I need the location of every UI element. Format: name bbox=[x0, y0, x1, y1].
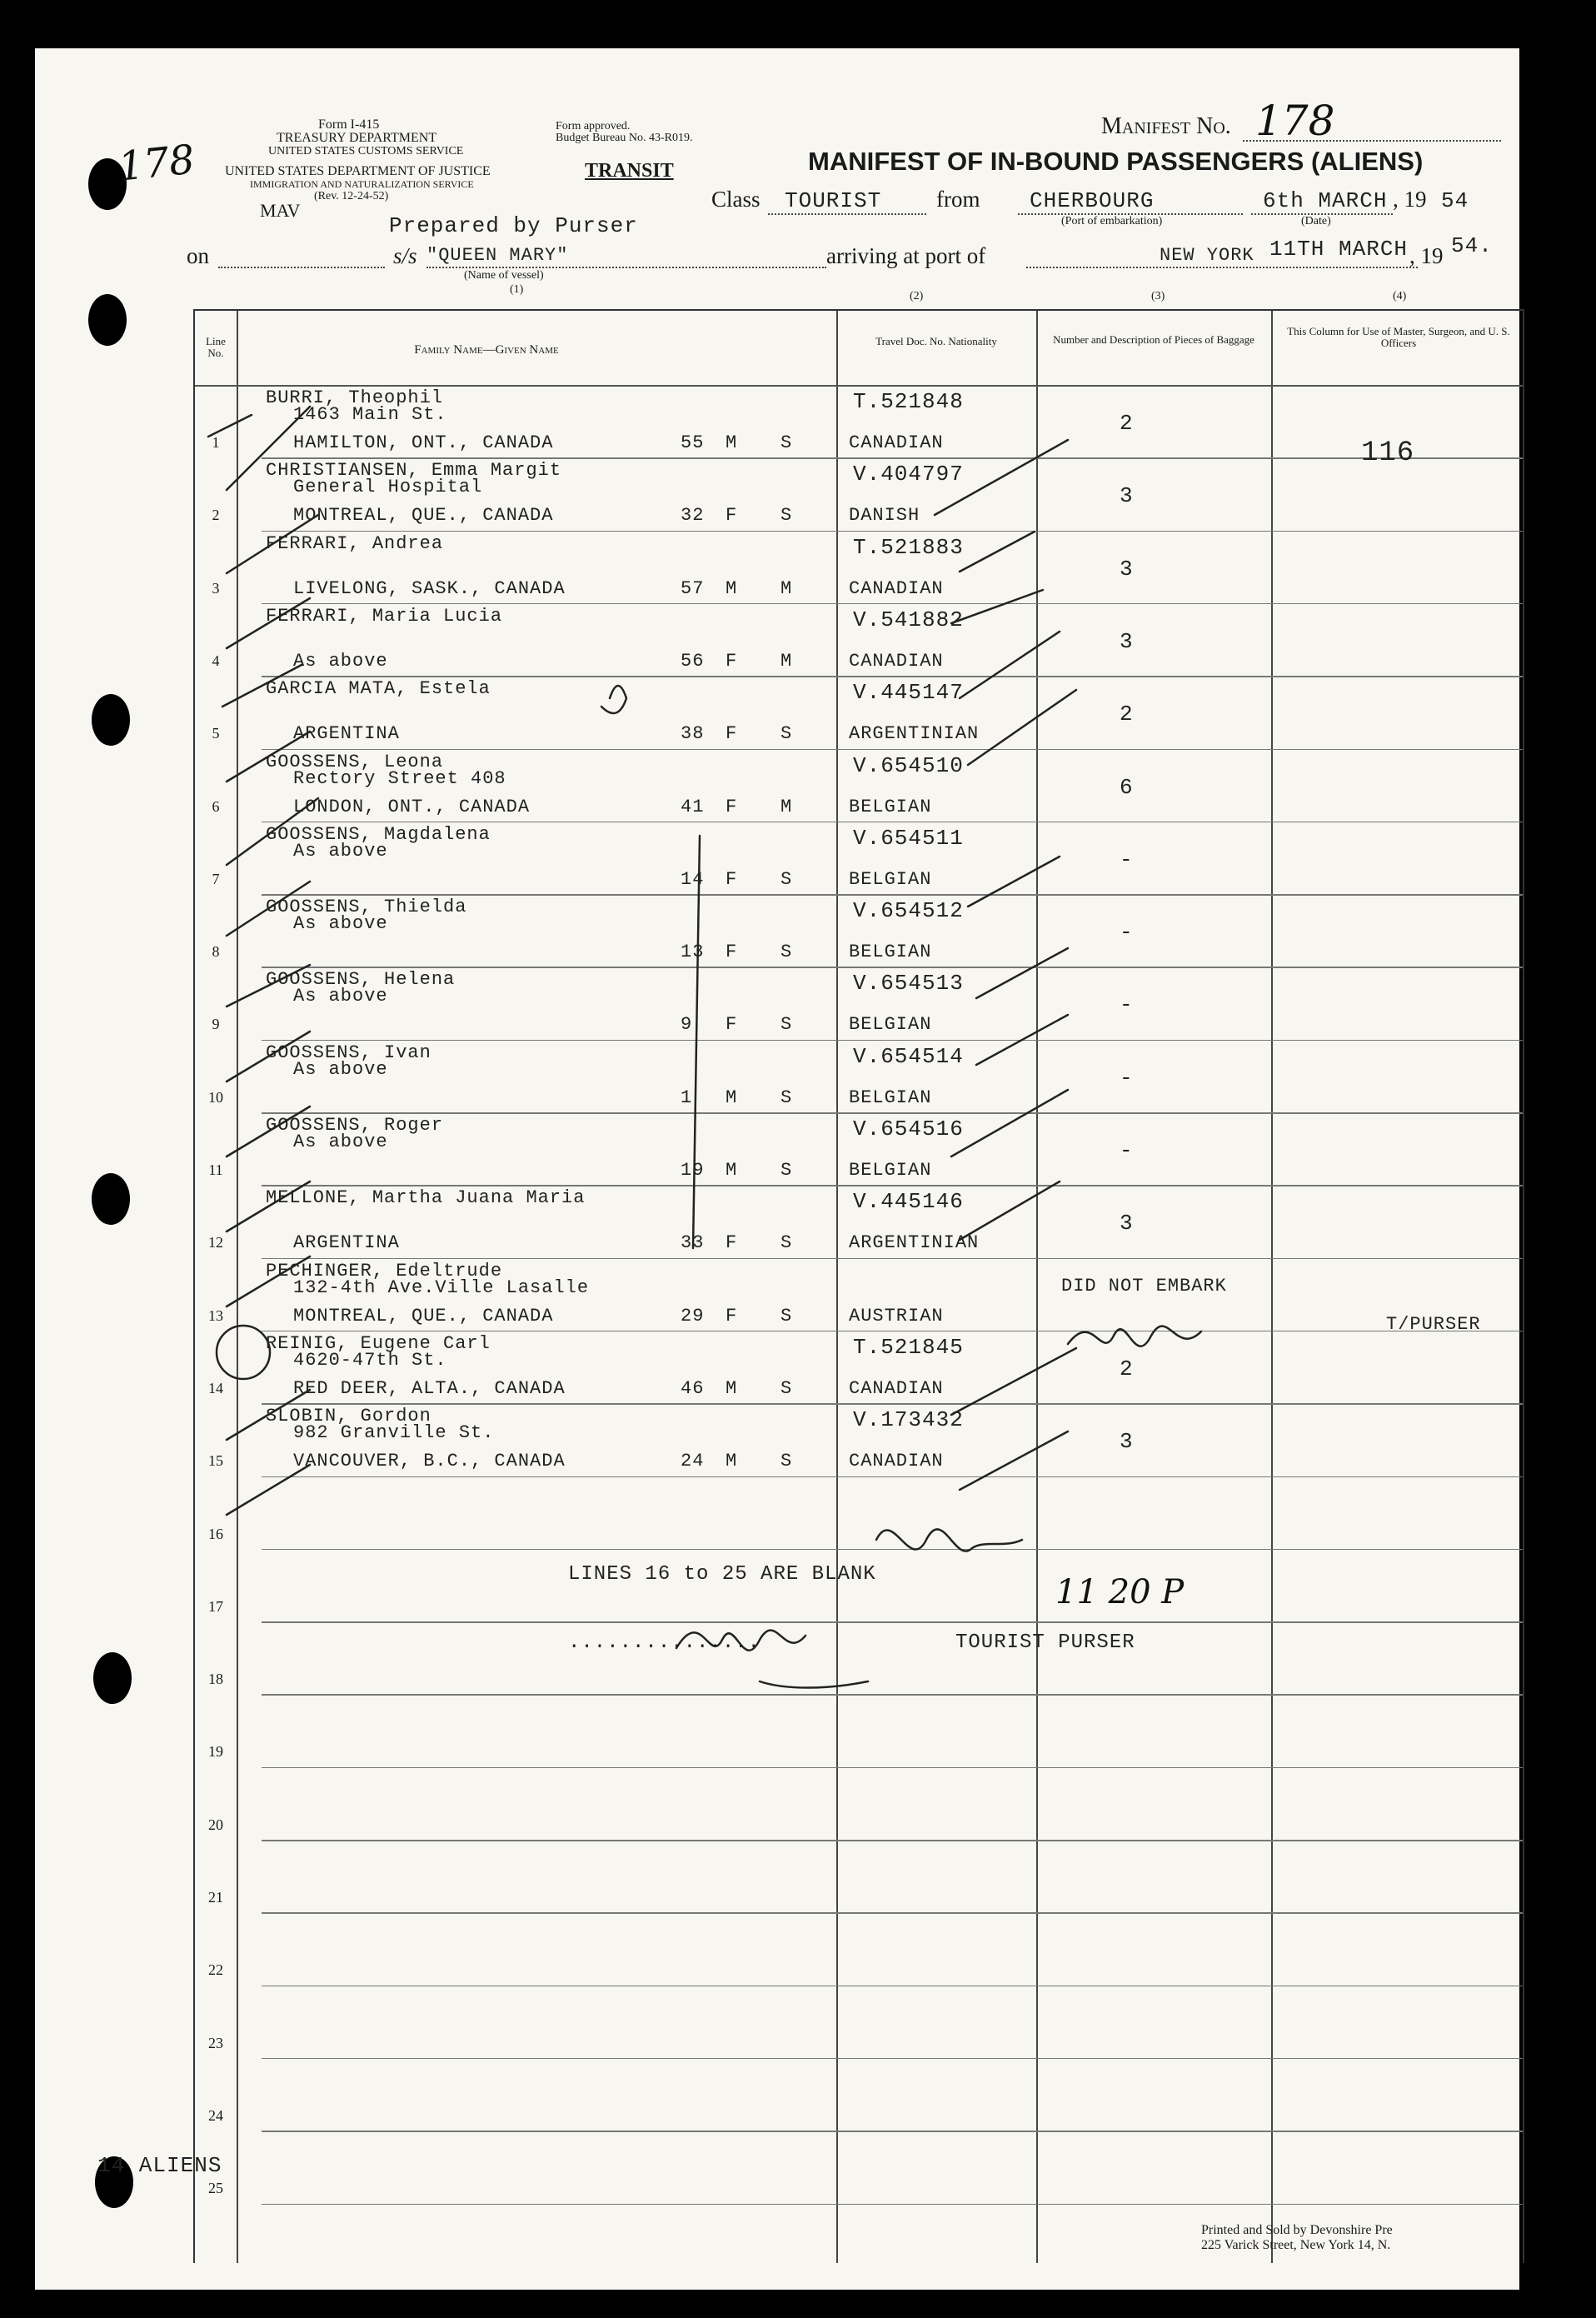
line-number: 14 bbox=[208, 1379, 223, 1396]
passenger-address: 132-4th Ave.Ville Lasalle bbox=[293, 1276, 590, 1298]
date-caption: (Date) bbox=[1301, 215, 1331, 227]
col-caption-1: (1) bbox=[510, 283, 524, 296]
line-number: 6 bbox=[212, 797, 220, 815]
passenger-marital-status: S bbox=[781, 942, 793, 963]
passenger-sex: F bbox=[726, 1232, 738, 1254]
baggage-count: 2 bbox=[1120, 1356, 1134, 1381]
line-number: 22 bbox=[208, 1961, 223, 1979]
passenger-marital-status: S bbox=[781, 1451, 793, 1472]
nationality: DANISH bbox=[849, 505, 920, 527]
passenger-sex: M bbox=[726, 432, 738, 453]
line-number: 16 bbox=[208, 1525, 223, 1542]
nationality: AUSTRIAN bbox=[849, 1305, 944, 1326]
travel-doc-number: T.521883 bbox=[853, 534, 964, 560]
passenger-sex: F bbox=[726, 796, 738, 817]
passenger-address: General Hospital bbox=[293, 477, 483, 498]
passenger-sex: M bbox=[726, 1377, 738, 1399]
passenger-age: 24 bbox=[681, 1451, 705, 1472]
passenger-age: 55 bbox=[681, 432, 705, 453]
passenger-marital-status: M bbox=[781, 650, 793, 672]
travel-doc-number: V.445146 bbox=[853, 1189, 964, 1215]
passenger-name: MELLONE, Martha Juana Maria bbox=[266, 1187, 586, 1209]
line-number: 25 bbox=[208, 2180, 223, 2197]
baggage-count: 3 bbox=[1120, 483, 1134, 509]
printer-line-2: 225 Varick Street, New York 14, N. bbox=[1201, 2238, 1391, 2252]
arrival-port: NEW YORK bbox=[1160, 245, 1254, 266]
nationality: CANADIAN bbox=[849, 432, 944, 453]
baggage-count: 2 bbox=[1120, 411, 1134, 436]
line-number: 23 bbox=[208, 2034, 223, 2051]
form-approved: Form approved. bbox=[556, 120, 631, 132]
passenger-age: 38 bbox=[681, 723, 705, 745]
passenger-age: 33 bbox=[681, 1232, 705, 1254]
passenger-name: PECHINGER, Edeltrude bbox=[266, 1260, 503, 1281]
passenger-city: ARGENTINA bbox=[293, 723, 400, 745]
passenger-name: GOOSSENS, Leona bbox=[266, 751, 444, 772]
passenger-marital-status: S bbox=[781, 1160, 793, 1181]
passenger-name: GOOSSENS, Ivan bbox=[266, 1042, 431, 1063]
line-number: 24 bbox=[208, 2106, 223, 2124]
col-head-officers: This Column for Use of Master, Surgeon, and U. S. Officers bbox=[1287, 325, 1510, 349]
passenger-city: As above bbox=[293, 650, 388, 672]
col-caption-4: (4) bbox=[1393, 290, 1407, 302]
travel-doc-number: T.521848 bbox=[853, 389, 964, 414]
passenger-marital-status: M bbox=[781, 796, 793, 817]
passenger-name: REINIG, Eugene Carl bbox=[266, 1332, 491, 1354]
manifest-page bbox=[35, 48, 1519, 2290]
year1-prefix: , 19 bbox=[1393, 187, 1427, 212]
dept-treasury: TREASURY DEPARTMENT bbox=[277, 131, 437, 145]
passenger-marital-status: S bbox=[781, 1087, 793, 1108]
passenger-name: GOOSSENS, Helena bbox=[266, 969, 456, 991]
vessel-name: "QUEEN MARY" bbox=[426, 245, 569, 266]
line-number: 10 bbox=[208, 1088, 223, 1106]
nationality: BELGIAN bbox=[849, 796, 932, 817]
travel-doc-number: T.521845 bbox=[853, 1334, 964, 1360]
class-label: Class bbox=[711, 187, 761, 212]
passenger-address: As above bbox=[293, 986, 388, 1007]
passenger-sex: F bbox=[726, 1014, 738, 1036]
passenger-name: BURRI, Theophil bbox=[266, 387, 444, 408]
line-number: 12 bbox=[208, 1234, 223, 1251]
passenger-name: FERRARI, Maria Lucia bbox=[266, 605, 503, 627]
line-number: 2 bbox=[212, 507, 220, 524]
travel-doc-number: V.654516 bbox=[853, 1117, 964, 1142]
passenger-marital-status: S bbox=[781, 1377, 793, 1399]
baggage-count: 3 bbox=[1120, 1211, 1134, 1236]
passenger-marital-status: S bbox=[781, 1305, 793, 1326]
passenger-address: 982 Granville St. bbox=[293, 1422, 495, 1444]
baggage-count: 3 bbox=[1120, 1429, 1134, 1455]
travel-doc-number: V.654514 bbox=[853, 1043, 964, 1069]
passenger-age: 14 bbox=[681, 868, 705, 890]
officer-note: T/PURSER bbox=[1386, 1313, 1481, 1335]
blank-lines-note: LINES 16 to 25 ARE BLANK bbox=[568, 1563, 876, 1586]
line-number: 17 bbox=[208, 1597, 223, 1615]
passenger-marital-status: S bbox=[781, 432, 793, 453]
passenger-address: As above bbox=[293, 913, 388, 935]
passenger-name: GOOSSENS, Thielda bbox=[266, 897, 467, 918]
line-number: 8 bbox=[212, 943, 220, 961]
nationality: CANADIAN bbox=[849, 650, 944, 672]
manifest-no-label: Manifest No. bbox=[1101, 113, 1231, 139]
nationality: CANADIAN bbox=[849, 1377, 944, 1399]
passenger-age: 46 bbox=[681, 1377, 705, 1399]
baggage-count: - bbox=[1120, 920, 1134, 946]
passenger-city: MONTREAL, QUE., CANADA bbox=[293, 1305, 554, 1326]
travel-doc-number: V.654513 bbox=[853, 971, 964, 997]
tourist-purser-label: TOURIST PURSER bbox=[955, 1631, 1135, 1654]
printer-line-1: Printed and Sold by Devonshire Pre bbox=[1201, 2223, 1393, 2237]
passenger-sex: M bbox=[726, 577, 738, 599]
line-number: 18 bbox=[208, 1671, 223, 1688]
line-number: 3 bbox=[212, 579, 220, 597]
passenger-sex: F bbox=[726, 1305, 738, 1326]
line-number: 21 bbox=[208, 1889, 223, 1906]
passenger-address: 1463 Main St. bbox=[293, 404, 447, 425]
col-head-doc: Travel Doc. No. Nationality bbox=[875, 335, 997, 347]
travel-doc-number: V.654512 bbox=[853, 898, 964, 924]
form-revision: (Rev. 12-24-52) bbox=[314, 190, 389, 202]
handwriting-overlay bbox=[35, 48, 1519, 2290]
passenger-marital-status: S bbox=[781, 868, 793, 890]
nationality: BELGIAN bbox=[849, 868, 932, 890]
col-head-baggage: Number and Description of Pieces of Baggage bbox=[1053, 333, 1254, 346]
travel-doc-number: V.654511 bbox=[853, 825, 964, 851]
officer-note: 116 bbox=[1361, 437, 1415, 469]
travel-doc-number: V.541882 bbox=[853, 607, 964, 632]
year2-prefix: , 19 bbox=[1409, 243, 1444, 268]
line-number: 9 bbox=[212, 1016, 220, 1033]
passenger-name: GOOSSENS, Magdalena bbox=[266, 823, 491, 845]
baggage-count: 6 bbox=[1120, 774, 1134, 800]
col-head-name: Family Name—Given Name bbox=[414, 343, 559, 357]
dept-customs: UNITED STATES CUSTOMS SERVICE bbox=[268, 145, 464, 157]
passenger-name: CHRISTIANSEN, Emma Margit bbox=[266, 460, 562, 482]
line-number: 20 bbox=[208, 1816, 223, 1833]
passenger-address: Rectory Street 408 bbox=[293, 767, 506, 789]
arrival-date: 11TH MARCH bbox=[1269, 237, 1409, 262]
passenger-name: GOOSSENS, Roger bbox=[266, 1115, 444, 1136]
line-number: 4 bbox=[212, 652, 220, 669]
passenger-sex: M bbox=[726, 1451, 738, 1472]
passenger-city: HAMILTON, ONT., CANADA bbox=[293, 432, 554, 453]
passenger-sex: M bbox=[726, 1160, 738, 1181]
passenger-age: 29 bbox=[681, 1305, 705, 1326]
aliens-total: 14 ALIENS bbox=[97, 2153, 222, 2178]
travel-doc-number: V.445147 bbox=[853, 680, 964, 706]
passenger-age: 32 bbox=[681, 505, 705, 527]
passenger-address: As above bbox=[293, 1058, 388, 1080]
travel-doc-number: V.654510 bbox=[853, 752, 964, 778]
from-value: CHERBOURG bbox=[1030, 188, 1155, 213]
passenger-address: 4620-47th St. bbox=[293, 1349, 447, 1371]
passenger-name: FERRARI, Andrea bbox=[266, 532, 444, 554]
nationality: CANADIAN bbox=[849, 1451, 944, 1472]
line-number: 5 bbox=[212, 725, 220, 742]
baggage-count: 3 bbox=[1120, 628, 1134, 654]
dept-justice: UNITED STATES DEPARTMENT OF JUSTICE bbox=[225, 164, 491, 178]
passenger-name: GARCIA MATA, Estela bbox=[266, 678, 491, 700]
passenger-city: VANCOUVER, B.C., CANADA bbox=[293, 1451, 566, 1472]
manifest-title: MANIFEST OF IN-BOUND PASSENGERS (ALIENS) bbox=[808, 147, 1424, 176]
passenger-age: 1 bbox=[681, 1087, 693, 1108]
line-number: 19 bbox=[208, 1743, 223, 1761]
col-head-line: Line No. bbox=[206, 335, 226, 359]
passenger-address: As above bbox=[293, 840, 388, 862]
transit-label: TRANSIT bbox=[585, 160, 674, 182]
line-number: 7 bbox=[212, 870, 220, 887]
vessel-caption: (Name of vessel) bbox=[464, 269, 544, 282]
nationality: ARGENTINIAN bbox=[849, 723, 980, 745]
passenger-marital-status: M bbox=[781, 577, 793, 599]
class-value: TOURIST bbox=[785, 188, 882, 213]
passenger-city: MONTREAL, QUE., CANADA bbox=[293, 505, 554, 527]
passenger-marital-status: S bbox=[781, 1014, 793, 1036]
passenger-city: LONDON, ONT., CANADA bbox=[293, 796, 531, 817]
passenger-marital-status: S bbox=[781, 1232, 793, 1254]
passenger-name: SLOBIN, Gordon bbox=[266, 1406, 431, 1427]
baggage-count: - bbox=[1120, 1065, 1134, 1091]
baggage-count: - bbox=[1120, 992, 1134, 1018]
travel-doc-number: V.173432 bbox=[853, 1407, 964, 1433]
travel-doc-number: V.404797 bbox=[853, 462, 964, 487]
col-caption-3: (3) bbox=[1151, 290, 1165, 302]
port-embark-caption: (Port of embarkation) bbox=[1061, 215, 1163, 227]
nationality: CANADIAN bbox=[849, 577, 944, 599]
passenger-age: 57 bbox=[681, 577, 705, 599]
nationality: ARGENTINIAN bbox=[849, 1232, 980, 1254]
passenger-sex: F bbox=[726, 505, 738, 527]
passenger-age: 41 bbox=[681, 796, 705, 817]
passenger-sex: F bbox=[726, 868, 738, 890]
passenger-age: 13 bbox=[681, 942, 705, 963]
mav-stamp: MAV bbox=[260, 200, 301, 221]
baggage-count: - bbox=[1120, 1138, 1134, 1163]
on-label: on bbox=[187, 243, 209, 268]
line-number: 11 bbox=[208, 1161, 223, 1178]
baggage-count: - bbox=[1120, 847, 1134, 872]
baggage-count: 3 bbox=[1120, 556, 1134, 582]
form-number: Form I-415 bbox=[318, 117, 380, 132]
passenger-city: ARGENTINA bbox=[293, 1232, 400, 1254]
prepared-by: Prepared by Purser bbox=[389, 213, 638, 238]
arrival-time-note: 11 20 P bbox=[1055, 1573, 1185, 1611]
dept-ins: IMMIGRATION AND NATURALIZATION SERVICE bbox=[250, 178, 474, 190]
tourist-purser-dots: ............... bbox=[568, 1631, 761, 1654]
year2-value: 54. bbox=[1451, 233, 1493, 258]
passenger-sex: F bbox=[726, 942, 738, 963]
margin-manifest-note: 178 bbox=[116, 136, 197, 191]
passenger-city: LIVELONG, SASK., CANADA bbox=[293, 577, 566, 599]
passenger-city: RED DEER, ALTA., CANADA bbox=[293, 1377, 566, 1399]
passenger-marital-status: S bbox=[781, 505, 793, 527]
year1-value: 54 bbox=[1441, 188, 1469, 213]
passenger-address: As above bbox=[293, 1132, 388, 1152]
passenger-age: 19 bbox=[681, 1160, 705, 1181]
nationality: BELGIAN bbox=[849, 942, 932, 963]
line-number: 13 bbox=[208, 1306, 223, 1324]
baggage-count: DID NOT EMBARK bbox=[1061, 1275, 1227, 1296]
passenger-sex: F bbox=[726, 650, 738, 672]
line-number: 1 bbox=[212, 434, 220, 451]
vessel-prefix: s/s bbox=[393, 243, 417, 268]
passenger-age: 9 bbox=[681, 1014, 693, 1036]
nationality: BELGIAN bbox=[849, 1160, 932, 1181]
passenger-age: 56 bbox=[681, 650, 705, 672]
line-number: 15 bbox=[208, 1452, 223, 1470]
check-strokes bbox=[208, 407, 1076, 1515]
baggage-count: 2 bbox=[1120, 702, 1134, 727]
col-caption-2: (2) bbox=[910, 290, 924, 302]
arriving-label: arriving at port of bbox=[826, 243, 986, 268]
passenger-sex: M bbox=[726, 1087, 738, 1108]
embark-date: 6th MARCH bbox=[1263, 188, 1388, 213]
from-label: from bbox=[936, 187, 980, 212]
passenger-sex: F bbox=[726, 723, 738, 745]
nationality: BELGIAN bbox=[849, 1014, 932, 1036]
nationality: BELGIAN bbox=[849, 1087, 932, 1108]
manifest-no-value: 178 bbox=[1255, 97, 1335, 145]
passenger-marital-status: S bbox=[781, 723, 793, 745]
budget-bureau: Budget Bureau No. 43-R019. bbox=[556, 132, 693, 144]
